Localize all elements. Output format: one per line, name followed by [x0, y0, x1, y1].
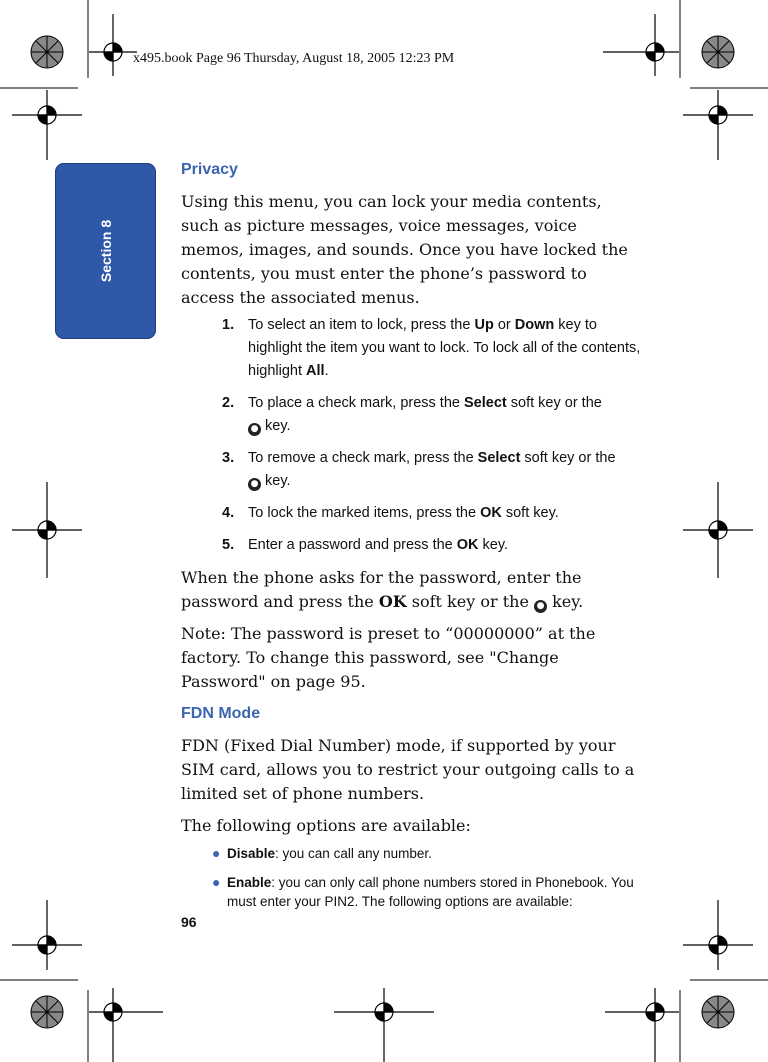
- fdn-options: [181, 844, 643, 911]
- print-header: x495.book Page 96 Thursday, August 18, 2005 12:23 PM: [133, 51, 455, 66]
- ok-key-icon: ●: [248, 423, 261, 436]
- key-name: OK: [378, 592, 407, 611]
- key-name: Select: [464, 395, 507, 411]
- step-text: To remove a check mark, press the: [248, 450, 478, 466]
- fdn-heading: FDN Mode: [181, 705, 261, 722]
- password-prompt-text: [181, 566, 643, 614]
- privacy-intro: Using this menu, you can lock your media contents, such as picture messages, voice messages, voice memos, images, and sounds. Once you have locked the contents, you must enter the phone’s password to access the associated menus.: [181, 192, 628, 307]
- step-3: [181, 447, 643, 493]
- key-name: OK: [480, 505, 502, 521]
- ok-key-icon: ●: [248, 478, 261, 491]
- step-text: Enter a password and press the: [248, 537, 457, 553]
- step-text: or: [493, 317, 515, 333]
- fdn-options-intro: The following options are available:: [181, 816, 471, 835]
- step-number: 2.: [222, 395, 235, 411]
- step-text: soft key or the: [520, 450, 616, 466]
- step-text: key.: [478, 537, 509, 553]
- option-name: Disable: [227, 846, 276, 861]
- option-desc: : you can call any number.: [275, 846, 432, 861]
- body-text: soft key or the: [406, 592, 534, 611]
- password-note: Note: The password is preset to “00000000” at the factory. To change this password, see "Change Password" on page 95.: [181, 624, 596, 691]
- body-text: key.: [547, 592, 584, 611]
- step-number: 1.: [222, 317, 235, 333]
- privacy-heading: Privacy: [181, 161, 238, 178]
- step-number: 3.: [222, 450, 235, 466]
- step-text: To select an item to lock, press the: [248, 317, 475, 333]
- section-tab-label: Section 8: [97, 219, 114, 283]
- step-text: To place a check mark, press the: [248, 395, 464, 411]
- bullet-icon: ●: [212, 845, 221, 861]
- option-desc: : you can only call phone numbers stored in Phonebook. You must enter your PIN2. The following options are available:: [227, 875, 634, 909]
- step-text: soft key.: [501, 505, 559, 521]
- key-name: Select: [477, 450, 521, 466]
- step-text: To lock the marked items, press the: [248, 505, 481, 521]
- section-tab: [55, 163, 156, 339]
- step-text: .: [324, 363, 329, 379]
- step-5: [181, 534, 643, 557]
- ok-key-icon: ●: [534, 600, 547, 613]
- step-text: key to highlight the item you want to lock. To lock all of the contents, highlight: [248, 317, 641, 379]
- fdn-intro: FDN (Fixed Dial Number) mode, if supported by your SIM card, allows you to restrict your outgoing calls to a limited set of phone numbers.: [181, 736, 635, 803]
- key-name: All: [306, 363, 325, 379]
- step-2: [181, 392, 643, 438]
- step-number: 5.: [222, 537, 235, 553]
- step-text: key.: [261, 473, 291, 489]
- key-name: Up: [474, 317, 494, 333]
- step-text: soft key or the: [506, 395, 602, 411]
- key-name: OK: [456, 537, 479, 553]
- step-4: [181, 502, 643, 525]
- privacy-steps: [181, 314, 643, 557]
- bullet-icon: ●: [212, 874, 221, 890]
- page-content: [181, 158, 643, 921]
- body-text: When the phone asks for the password, enter the password and press the: [181, 568, 582, 611]
- option-name: Enable: [227, 875, 272, 890]
- step-text: key.: [261, 418, 291, 434]
- step-number: 4.: [222, 505, 235, 521]
- option-enable: [181, 873, 643, 911]
- step-1: [181, 314, 643, 383]
- page-number: 96: [181, 914, 197, 930]
- option-disable: [181, 844, 643, 863]
- key-name: Down: [514, 317, 555, 333]
